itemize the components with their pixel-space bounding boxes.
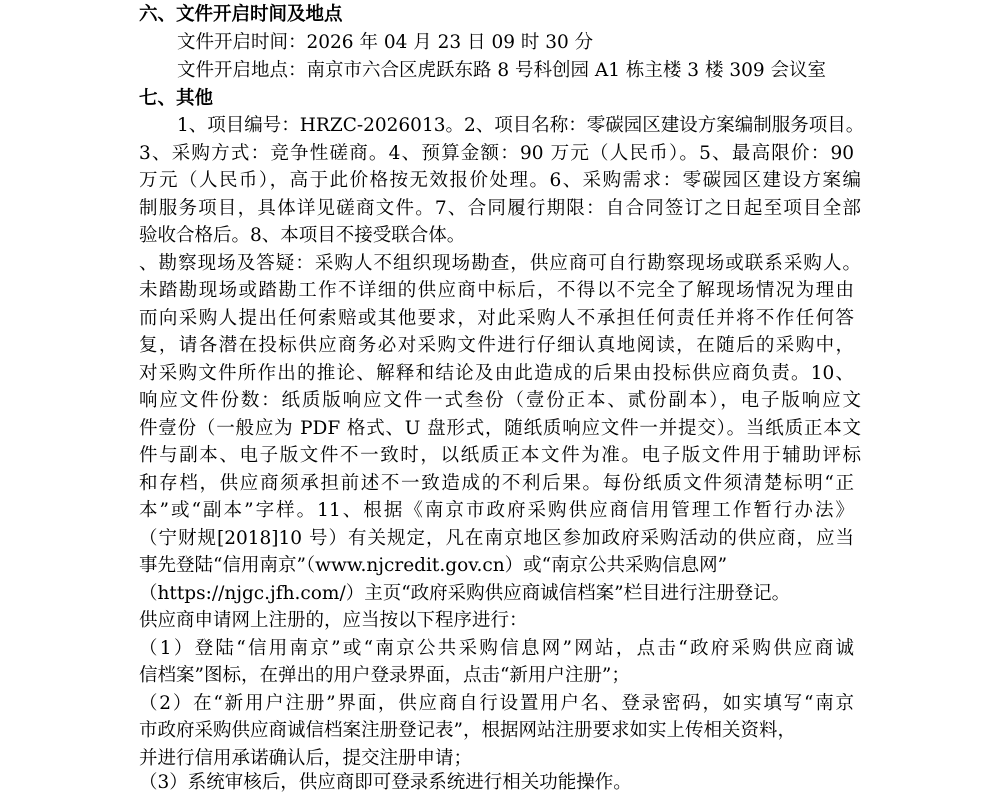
body-line-8: 而向采购人提出任何索赔或其他要求，对此采购人不承担任何责任并将不作任何答 xyxy=(139,308,854,329)
open-place-line: 文件开启地点：南京市六合区虎跃东路 8 号科创园 A1 栋主楼 3 楼 309 会议室 xyxy=(177,60,827,81)
open-time-line: 文件开启时间：2026 年 04 月 23 日 09 时 30 分 xyxy=(177,32,594,53)
body-line-17: 事先登陆“信用南京”（www.njcredit.gov.cn）或“南京公共采购信息网” xyxy=(139,555,728,576)
body-line-14: 和存档，供应商须承担前述不一致造成的不利后果。每份纸质文件须清楚标明“正 xyxy=(139,473,854,494)
body-line-20: （1）登陆“信用南京”或“南京公共采购信息网”网站，点击“政府采购供应商诚 xyxy=(139,638,854,659)
body-line-21: 信档案”图标，在弹出的用户登录界面，点击“新用户注册”； xyxy=(139,665,630,686)
body-line-5: 验收合格后。8、本项目不接受联合体。 xyxy=(139,225,466,246)
body-line-7: 未踏勘现场或踏勘工作不详细的供应商中标后，不得以不完全了解现场情况为理由 xyxy=(139,280,854,301)
section-6-heading: 六、文件开启时间及地点 xyxy=(139,4,343,25)
body-line-10: 对采购文件所作出的推论、解释和结论及由此造成的后果由投标供应商负责。10、 xyxy=(139,363,854,384)
body-line-9: 复，请各潜在投标供应商务必对采购文件进行仔细认真地阅读，在随后的采购中， xyxy=(139,335,854,356)
body-line-16: （宁财规[2018]10 号）有关规定，凡在南京地区参加政府采购活动的供应商，应当 xyxy=(139,528,854,549)
body-line-25: （3）系统审核后，供应商即可登录系统进行相关功能操作。 xyxy=(139,772,632,793)
body-line-19: 供应商申请网上注册的，应当按以下程序进行： xyxy=(139,610,528,631)
body-line-13: 件与副本、电子版文件不一致时，以纸质正本文件为准。电子版文件用于辅助评标 xyxy=(139,445,861,466)
body-line-6: 、勘察现场及答疑：采购人不组织现场勘查，供应商可自行勘察现场或联系采购人。 xyxy=(139,253,861,274)
body-line-12: 件壹份（一般应为 PDF 格式、U 盘形式，随纸质响应文件一并提交）。当纸质正本文 xyxy=(139,418,861,439)
body-line-4: 制服务项目，具体详见磋商文件。7、合同履行期限：自合同签订之日起至项目全部 xyxy=(139,198,861,219)
body-line-22: （2）在“新用户注册”界面，供应商自行设置用户名、登录密码，如实填写“南京 xyxy=(139,693,854,714)
section-7-heading: 七、其他 xyxy=(139,88,214,109)
body-line-23: 市政府采购供应商诚信档案注册登记表”，根据网站注册要求如实上传相关资料， xyxy=(139,720,796,741)
body-line-11: 响应文件份数：纸质版响应文件一式叁份（壹份正本、贰份副本），电子版响应文 xyxy=(139,390,861,411)
body-line-18: （https://njgc.jfh.com/）主页“政府采购供应商诚信档案”栏目进行注册登记。 xyxy=(139,583,791,604)
body-line-15: 本”或“副本”字样。11、根据《南京市政府采购供应商信用管理工作暂行办法》 xyxy=(139,500,854,521)
body-line-3: 万元（人民币），高于此价格按无效报价处理。6、采购需求：零碳园区建设方案编 xyxy=(139,170,861,191)
body-line-24: 并进行信用承诺确认后，提交注册申请； xyxy=(139,748,473,769)
body-line-2: 3、采购方式：竞争性磋商。4、预算金额：90 万元（人民币）。5、最高限价：90 xyxy=(139,143,854,164)
body-line-1: 1、项目编号：HRZC-2026013。2、项目名称：零碳园区建设方案编制服务项目。 xyxy=(177,115,865,136)
